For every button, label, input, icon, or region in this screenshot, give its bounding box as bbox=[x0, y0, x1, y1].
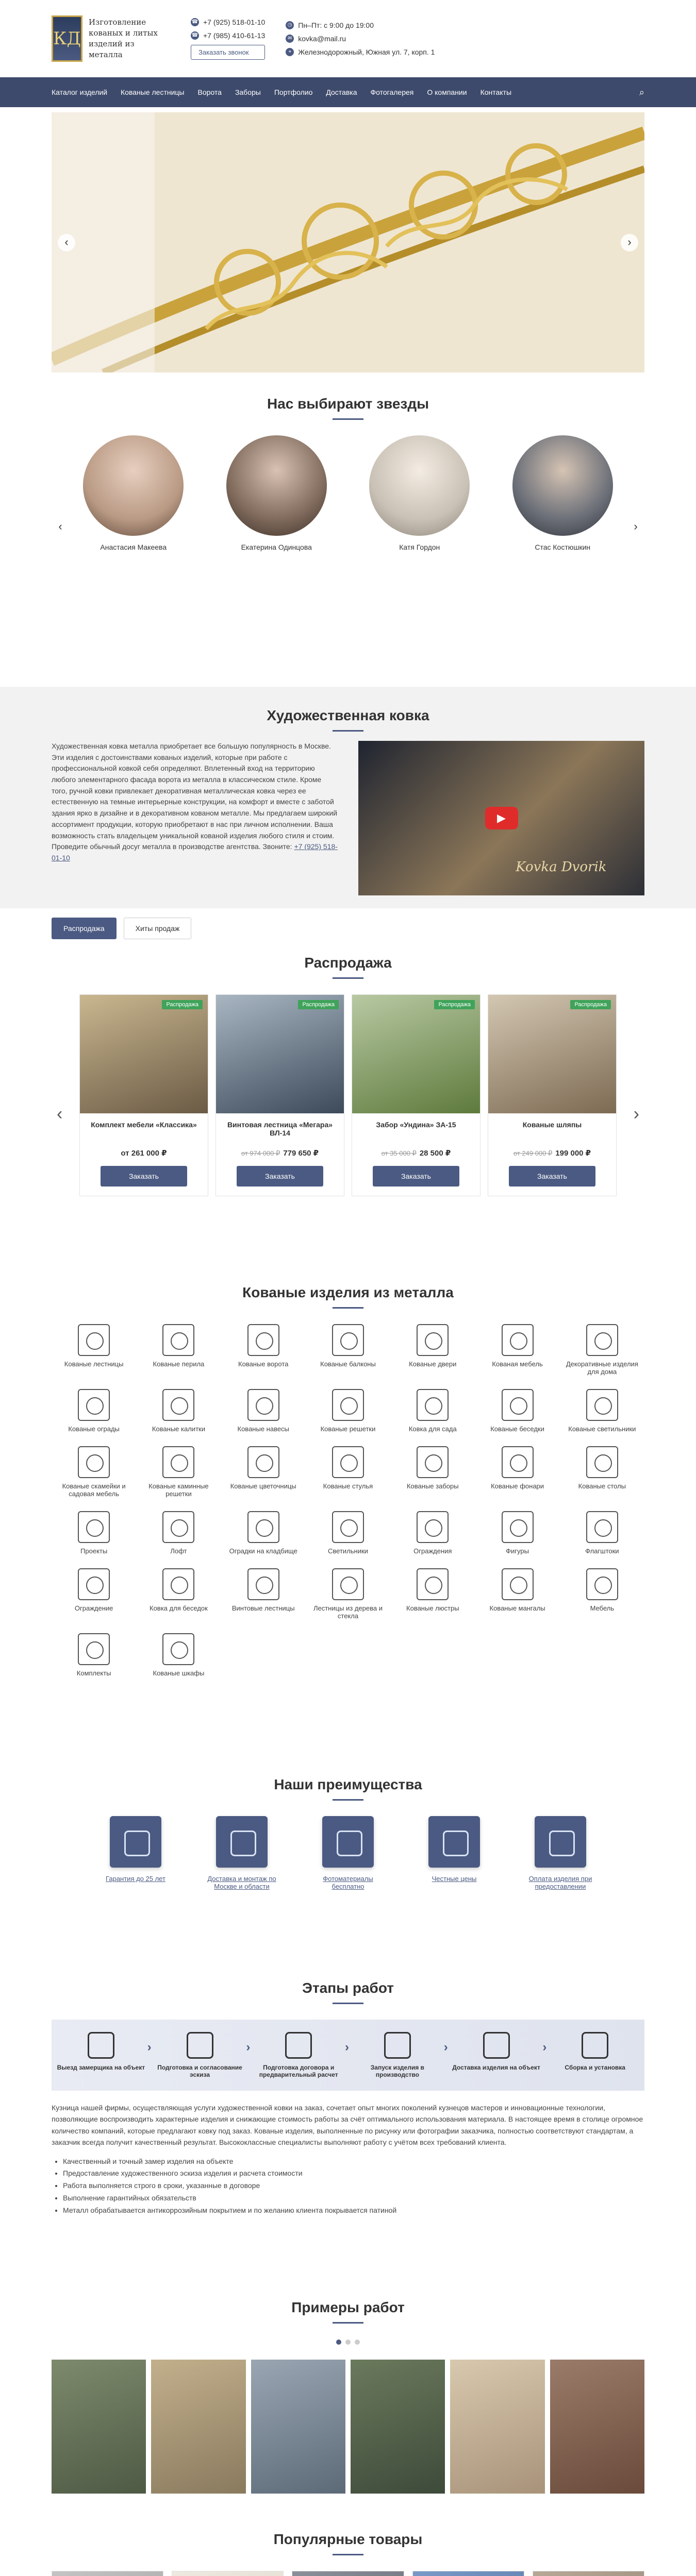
work-photo[interactable] bbox=[151, 2360, 245, 2494]
category-icon[interactable] bbox=[332, 1324, 364, 1356]
category-icon[interactable] bbox=[162, 1511, 194, 1543]
category-label[interactable]: Кованые столы bbox=[578, 1482, 626, 1490]
product-category[interactable] bbox=[136, 1511, 221, 1555]
advantage-item[interactable] bbox=[203, 1816, 280, 1890]
stars-title: Нас выбирают звезды bbox=[0, 396, 696, 420]
nav-item[interactable]: Заборы bbox=[235, 88, 261, 96]
order-button[interactable]: Заказать bbox=[101, 1166, 187, 1187]
category-label[interactable]: Фигуры bbox=[506, 1547, 529, 1555]
phone-icon: ☎ bbox=[191, 31, 199, 40]
contract-icon bbox=[285, 2032, 312, 2059]
product-title[interactable]: Забор «Ундина» ЗА-15 bbox=[376, 1121, 456, 1129]
photo-icon bbox=[322, 1816, 374, 1868]
product-image[interactable] bbox=[413, 2571, 524, 2576]
category-label[interactable]: Кованые цветочницы bbox=[230, 1482, 296, 1490]
hours: Пн–Пт: с 9:00 до 19:00 bbox=[298, 21, 374, 29]
list-item: • Качественный и точный замер изделия на объекте bbox=[63, 2156, 644, 2168]
slider-dot[interactable] bbox=[336, 2340, 341, 2345]
sale-badge: Распродажа bbox=[298, 1000, 339, 1009]
category-icon[interactable] bbox=[332, 1568, 364, 1600]
product-price: от 35 000 ₽ 28 500 ₽ bbox=[381, 1149, 451, 1158]
popular-card[interactable] bbox=[533, 2571, 644, 2576]
product-title[interactable]: Винтовая лестница «Мегара» ВЛ-14 bbox=[227, 1121, 333, 1137]
order-button[interactable]: Заказать bbox=[237, 1166, 323, 1187]
order-button[interactable]: Заказать bbox=[373, 1166, 459, 1187]
product-price: от 261 000 ₽ bbox=[121, 1149, 167, 1158]
stages-row bbox=[52, 2020, 644, 2091]
category-icon[interactable] bbox=[78, 1568, 110, 1600]
header bbox=[0, 0, 696, 77]
product-category[interactable] bbox=[221, 1389, 306, 1433]
star-card bbox=[82, 435, 185, 551]
product-category[interactable] bbox=[52, 1324, 136, 1376]
category-label[interactable]: Кованые ворота bbox=[238, 1360, 289, 1368]
category-label[interactable]: Лофт bbox=[170, 1547, 187, 1555]
logo-text: Изготовление кованых и литых изделий из металла bbox=[88, 18, 158, 59]
category-icon[interactable] bbox=[586, 1511, 618, 1543]
category-icon[interactable] bbox=[332, 1389, 364, 1421]
list-item: • Металл обрабатывается антикоррозийным покрытием и по желанию клиента покрывается патиной bbox=[63, 2205, 644, 2217]
nav-item[interactable]: Каталог изделий bbox=[52, 88, 108, 96]
tabs bbox=[0, 908, 696, 955]
category-icon[interactable] bbox=[162, 1568, 194, 1600]
popular-card[interactable] bbox=[292, 2571, 404, 2576]
work-photo[interactable] bbox=[52, 2360, 146, 2494]
category-label[interactable]: Лестницы из дерева и стекла bbox=[313, 1604, 383, 1620]
advantage-item[interactable] bbox=[416, 1816, 493, 1890]
stage-item: › Сборка и установка bbox=[545, 2020, 644, 2091]
product-price: от 249 000 ₽ 199 000 ₽ bbox=[513, 1149, 591, 1158]
star-photo bbox=[369, 435, 470, 536]
sale-card[interactable] bbox=[488, 994, 617, 1196]
sale-section bbox=[0, 955, 696, 1284]
sale-card[interactable] bbox=[79, 994, 208, 1196]
sale-next-arrow[interactable]: › bbox=[633, 1104, 639, 1124]
mail-icon: ✉ bbox=[286, 35, 294, 43]
star-name: Катя Гордон bbox=[399, 543, 440, 551]
category-label[interactable]: Кованые калитки bbox=[152, 1425, 205, 1433]
product-category[interactable] bbox=[306, 1324, 390, 1376]
product-category[interactable] bbox=[52, 1633, 136, 1677]
category-label[interactable]: Кованые перила bbox=[153, 1360, 205, 1368]
product-price: от 974 000 ₽ 779 650 ₽ bbox=[241, 1149, 319, 1158]
category-icon[interactable] bbox=[78, 1324, 110, 1356]
product-image[interactable] bbox=[52, 2571, 163, 2576]
product-category[interactable] bbox=[475, 1324, 559, 1376]
product-image[interactable] bbox=[172, 2571, 283, 2576]
category-label[interactable]: Кованые решетки bbox=[320, 1425, 376, 1433]
category-icon[interactable] bbox=[247, 1324, 279, 1356]
stars-prev-arrow[interactable]: ‹ bbox=[52, 518, 69, 536]
product-image[interactable] bbox=[533, 2571, 644, 2576]
advantage-label[interactable]: Фотоматериалы бесплатно bbox=[323, 1875, 373, 1890]
product-category[interactable] bbox=[221, 1324, 306, 1376]
category-label[interactable]: Кованые балконы bbox=[320, 1360, 376, 1368]
category-label[interactable]: Комплекты bbox=[76, 1669, 111, 1677]
advantage-item[interactable] bbox=[309, 1816, 387, 1890]
nav-item[interactable]: Кованые лестницы bbox=[121, 88, 185, 96]
category-icon[interactable] bbox=[586, 1446, 618, 1478]
category-label[interactable]: Кованые шкафы bbox=[153, 1669, 205, 1677]
advantage-item[interactable] bbox=[97, 1816, 174, 1890]
logo-mark: КД bbox=[52, 15, 82, 62]
search-icon[interactable]: ⌕ bbox=[639, 87, 644, 97]
stages-text: Кузница нашей фирмы, осуществляющая услуги художественной ковки на заказ, сочетает опыт многих поколений кузнецов мастеров и инновационные технологии, позволяющие воспроизводить характерные изделия и снижающие стоимость работы за счёт оптимального использования материала. В настоящее время в столице огромное количество компаний, которые предлагают ковку под заказ. Кованые изделия, выполненные по рисунку или фотографии заказчика, полностью соответствуют стандартам, а заказчик всегда получит качественный результат. Высококлассные специалисты выполняют работу с учётом всех требований клиента. bbox=[52, 2104, 643, 2147]
art-title: Художественная ковка bbox=[52, 707, 644, 732]
stages-list bbox=[63, 2156, 644, 2217]
sale-title: Распродажа bbox=[52, 955, 644, 979]
tab-hits[interactable]: Хиты продаж bbox=[124, 918, 192, 939]
email[interactable]: kovka@mail.ru bbox=[298, 35, 346, 43]
category-icon[interactable] bbox=[247, 1568, 279, 1600]
product-category[interactable] bbox=[52, 1446, 136, 1498]
phone-2[interactable]: +7 (985) 410-61-13 bbox=[203, 31, 266, 40]
category-icon[interactable] bbox=[162, 1389, 194, 1421]
category-label[interactable]: Кованые фонари bbox=[491, 1482, 544, 1490]
art-video[interactable] bbox=[358, 741, 644, 895]
product-category[interactable] bbox=[475, 1511, 559, 1555]
hero-prev-arrow[interactable]: ‹ bbox=[58, 234, 75, 251]
category-icon[interactable] bbox=[332, 1446, 364, 1478]
stage-item: › Запуск изделия в производство bbox=[348, 2020, 447, 2091]
advantage-label[interactable]: Честные цены bbox=[432, 1875, 477, 1883]
category-icon[interactable] bbox=[247, 1446, 279, 1478]
stage-item: › Подготовка договора и предварительный расчет bbox=[249, 2020, 348, 2091]
category-label[interactable]: Оградки на кладбище bbox=[229, 1547, 297, 1555]
product-category[interactable] bbox=[136, 1568, 221, 1620]
category-label[interactable]: Светильники bbox=[328, 1547, 368, 1555]
popular-card[interactable] bbox=[412, 2571, 524, 2576]
product-category[interactable] bbox=[390, 1389, 475, 1433]
category-icon[interactable] bbox=[417, 1568, 449, 1600]
star-card bbox=[511, 435, 614, 551]
measure-icon bbox=[88, 2032, 114, 2059]
star-name: Екатерина Одинцова bbox=[241, 543, 312, 551]
category-icon[interactable] bbox=[247, 1389, 279, 1421]
stage-item: › Подготовка и согласование эскиза bbox=[151, 2020, 250, 2091]
logo[interactable] bbox=[52, 10, 170, 67]
price-icon bbox=[428, 1816, 480, 1868]
product-category[interactable] bbox=[306, 1446, 390, 1498]
location-icon: ⌖ bbox=[286, 48, 294, 56]
category-icon[interactable] bbox=[502, 1324, 534, 1356]
warranty-icon bbox=[110, 1816, 161, 1868]
art-phone-link[interactable]: +7 (925) 518-01-10 bbox=[52, 842, 338, 862]
stars-next-arrow[interactable]: › bbox=[627, 518, 644, 536]
category-label[interactable]: Кованые навесы bbox=[237, 1425, 289, 1433]
nav-item[interactable]: О компании bbox=[427, 88, 467, 96]
popular-card[interactable] bbox=[52, 2571, 163, 2576]
category-icon[interactable] bbox=[417, 1511, 449, 1543]
product-category[interactable] bbox=[560, 1324, 644, 1376]
call-button[interactable]: Заказать звонок bbox=[191, 45, 265, 60]
category-icon[interactable] bbox=[417, 1446, 449, 1478]
product-category[interactable] bbox=[221, 1511, 306, 1555]
nav-item[interactable]: Ворота bbox=[197, 88, 222, 96]
star-photo bbox=[83, 435, 184, 536]
product-image[interactable] bbox=[80, 995, 208, 1113]
popular-title: Популярные товары bbox=[52, 2531, 644, 2555]
category-icon[interactable] bbox=[586, 1568, 618, 1600]
star-card bbox=[368, 435, 471, 551]
category-label[interactable]: Винтовые лестницы bbox=[231, 1604, 295, 1612]
sale-card[interactable] bbox=[352, 994, 480, 1196]
works-dots bbox=[0, 2338, 696, 2347]
stars-list bbox=[0, 435, 696, 551]
category-icon[interactable] bbox=[78, 1633, 110, 1665]
product-image[interactable] bbox=[488, 995, 616, 1113]
category-label[interactable]: Кованые лестницы bbox=[64, 1360, 124, 1368]
works-section bbox=[0, 2299, 696, 2531]
star-name: Стас Костюшкин bbox=[535, 543, 591, 551]
advantage-item[interactable] bbox=[522, 1816, 599, 1890]
category-icon[interactable] bbox=[586, 1324, 618, 1356]
category-icon[interactable] bbox=[78, 1389, 110, 1421]
truck-icon bbox=[483, 2032, 510, 2059]
product-category[interactable] bbox=[221, 1446, 306, 1498]
category-icon[interactable] bbox=[502, 1446, 534, 1478]
phone-icon: ☎ bbox=[191, 18, 199, 26]
slider-dot[interactable] bbox=[355, 2340, 360, 2345]
category-label[interactable]: Флагштоки bbox=[585, 1547, 619, 1555]
tools-icon bbox=[582, 2032, 608, 2059]
category-label[interactable]: Проекты bbox=[80, 1547, 108, 1555]
product-image[interactable] bbox=[292, 2571, 403, 2576]
work-photo[interactable] bbox=[550, 2360, 644, 2494]
category-icon[interactable] bbox=[586, 1389, 618, 1421]
sale-badge: Распродажа bbox=[434, 1000, 475, 1009]
category-label[interactable]: Кованые ограды bbox=[68, 1425, 120, 1433]
product-category[interactable] bbox=[52, 1511, 136, 1555]
product-category[interactable] bbox=[52, 1389, 136, 1433]
clock-icon: ◷ bbox=[286, 21, 294, 29]
stage-item: › Доставка изделия на объект bbox=[447, 2020, 546, 2091]
product-category[interactable] bbox=[306, 1511, 390, 1555]
stages-section bbox=[0, 1980, 696, 2299]
category-icon[interactable] bbox=[78, 1511, 110, 1543]
product-category[interactable] bbox=[136, 1389, 221, 1433]
product-category[interactable] bbox=[390, 1446, 475, 1498]
product-title[interactable]: Комплект мебели «Классика» bbox=[91, 1121, 197, 1129]
order-button[interactable]: Заказать bbox=[509, 1166, 595, 1187]
product-category[interactable] bbox=[136, 1446, 221, 1498]
product-category[interactable] bbox=[475, 1446, 559, 1498]
stars-section bbox=[0, 372, 696, 687]
category-label[interactable]: Кованые мангалы bbox=[489, 1604, 545, 1612]
header-phones bbox=[191, 18, 265, 60]
work-photo[interactable] bbox=[251, 2360, 345, 2494]
category-icon[interactable] bbox=[162, 1446, 194, 1478]
category-label[interactable]: Кованые двери bbox=[409, 1360, 457, 1368]
anvil-icon bbox=[384, 2032, 411, 2059]
product-category[interactable] bbox=[221, 1568, 306, 1620]
category-icon[interactable] bbox=[417, 1389, 449, 1421]
category-label[interactable]: Декоративные изделия для дома bbox=[566, 1360, 638, 1376]
product-category[interactable] bbox=[136, 1633, 221, 1677]
sketch-icon bbox=[187, 2032, 213, 2059]
hero-image bbox=[52, 112, 644, 372]
advantage-label[interactable]: Гарантия до 25 лет bbox=[106, 1875, 165, 1883]
advantage-label[interactable]: Оплата изделия при предоставлении bbox=[528, 1875, 592, 1890]
nav-item[interactable]: Доставка bbox=[326, 88, 357, 96]
category-label[interactable]: Ограждение bbox=[74, 1604, 113, 1612]
list-item: • Работа выполняется строго в сроки, указанные в договоре bbox=[63, 2180, 644, 2192]
product-category[interactable] bbox=[390, 1511, 475, 1555]
category-label[interactable]: Мебель bbox=[590, 1604, 615, 1612]
work-photo[interactable] bbox=[351, 2360, 445, 2494]
products-section bbox=[0, 1284, 696, 1758]
category-label[interactable]: Кованые стулья bbox=[323, 1482, 373, 1490]
product-title[interactable]: Кованые шляпы bbox=[522, 1121, 582, 1129]
product-category[interactable] bbox=[306, 1389, 390, 1433]
product-image[interactable] bbox=[352, 995, 480, 1113]
product-category[interactable] bbox=[390, 1568, 475, 1620]
category-icon[interactable] bbox=[332, 1511, 364, 1543]
product-category[interactable] bbox=[475, 1389, 559, 1433]
products-title: Кованые изделия из металла bbox=[52, 1284, 644, 1309]
sale-badge: Распродажа bbox=[570, 1000, 611, 1009]
hero-next-arrow[interactable]: › bbox=[621, 234, 638, 251]
product-category[interactable] bbox=[560, 1446, 644, 1498]
hero-slider bbox=[52, 112, 644, 372]
sale-prev-arrow[interactable]: ‹ bbox=[57, 1104, 63, 1124]
category-icon[interactable] bbox=[247, 1511, 279, 1543]
art-section bbox=[0, 687, 696, 908]
category-label[interactable]: Кованые люстры bbox=[406, 1604, 459, 1612]
video-brand: Kovka Dvorik bbox=[516, 859, 607, 875]
category-label[interactable]: Кованые заборы bbox=[406, 1482, 459, 1490]
product-category[interactable] bbox=[560, 1568, 644, 1620]
advantages-section bbox=[0, 1758, 696, 1980]
main-nav bbox=[0, 77, 696, 107]
sale-card[interactable] bbox=[216, 994, 344, 1196]
category-icon[interactable] bbox=[162, 1324, 194, 1356]
category-label[interactable]: Ограждения bbox=[413, 1547, 452, 1555]
star-name: Анастасия Макеева bbox=[100, 543, 167, 551]
art-paragraph: Художественная ковка металла приобретает все большую популярность в Москве. Эти изделия с достоинствами кованых изделий, которые при работе с профессиональной ковкой себя определяют. Вплетенный вход на территорию любого элементарного фасада ворота из металла в классическом стиле. Кроме того, ручной ковки привлекает декоративная металлическая ковка через ее естественную на темные интерьерные конструкции, на комфорт и вместе с заботой здания ярко в дизайне и в декоративном кованом металле. Мы предлагаем широкий ассортимент продукции, которую приобретают в нас при личном исполнении. Ваша возможность стать владельцем уникальной кованой изделия любого стиля и стоим. Проведите обычный досуг металла в производстве агентства. Звоните: bbox=[52, 742, 338, 851]
work-photo[interactable] bbox=[450, 2360, 544, 2494]
nav-item[interactable]: Контакты bbox=[480, 88, 512, 96]
list-item: • Предоставление художественного эскиза изделия и расчета стоимости bbox=[63, 2167, 644, 2180]
product-category[interactable] bbox=[560, 1511, 644, 1555]
slider-dot[interactable] bbox=[345, 2340, 351, 2345]
stage-item: Выезд замерщика на объект bbox=[52, 2020, 151, 2091]
category-label[interactable]: Ковка для сада bbox=[408, 1425, 457, 1433]
advantages-title: Наши преимущества bbox=[52, 1776, 644, 1801]
category-label[interactable]: Кованая мебель bbox=[492, 1360, 543, 1368]
product-category[interactable] bbox=[390, 1324, 475, 1376]
play-icon[interactable]: ▶ bbox=[485, 807, 518, 829]
category-icon[interactable] bbox=[502, 1389, 534, 1421]
nav-item[interactable]: Фотогалерея bbox=[370, 88, 414, 96]
advantage-label[interactable]: Доставка и монтаж по Москве и области bbox=[207, 1875, 276, 1890]
product-category[interactable] bbox=[136, 1324, 221, 1376]
category-label[interactable]: Кованые скамейки и садовая мебель bbox=[62, 1482, 126, 1498]
product-category[interactable] bbox=[52, 1568, 136, 1620]
tab-sale[interactable]: Распродажа bbox=[52, 918, 117, 939]
header-info bbox=[286, 21, 435, 56]
products-grid bbox=[52, 1324, 644, 1677]
list-item: • Выполнение гарантийных обязательств bbox=[63, 2192, 644, 2205]
address[interactable]: Железнодорожный, Южная ул. 7, корп. 1 bbox=[298, 48, 435, 56]
product-image[interactable] bbox=[216, 995, 344, 1113]
category-icon[interactable] bbox=[417, 1324, 449, 1356]
product-category[interactable] bbox=[560, 1389, 644, 1433]
payment-icon bbox=[535, 1816, 586, 1868]
star-photo bbox=[226, 435, 327, 536]
delivery-icon bbox=[216, 1816, 268, 1868]
product-category[interactable] bbox=[475, 1568, 559, 1620]
category-label[interactable]: Кованые светильники bbox=[568, 1425, 636, 1433]
nav-item[interactable]: Портфолио bbox=[274, 88, 313, 96]
category-label[interactable]: Кованые каминные решетки bbox=[148, 1482, 209, 1498]
sale-badge: Распродажа bbox=[162, 1000, 203, 1009]
star-card bbox=[225, 435, 328, 551]
stages-title: Этапы работ bbox=[52, 1980, 644, 2004]
category-label[interactable]: Кованые беседки bbox=[490, 1425, 544, 1433]
popular-section bbox=[0, 2531, 696, 2576]
category-label[interactable]: Ковка для беседок bbox=[150, 1604, 208, 1612]
works-title: Примеры работ bbox=[52, 2299, 644, 2324]
category-icon[interactable] bbox=[78, 1446, 110, 1478]
art-text bbox=[52, 741, 338, 895]
star-photo bbox=[512, 435, 613, 536]
popular-card[interactable] bbox=[172, 2571, 284, 2576]
product-category[interactable] bbox=[306, 1568, 390, 1620]
category-icon[interactable] bbox=[502, 1511, 534, 1543]
phone-1[interactable]: +7 (925) 518-01-10 bbox=[203, 18, 266, 26]
category-icon[interactable] bbox=[162, 1633, 194, 1665]
category-icon[interactable] bbox=[502, 1568, 534, 1600]
